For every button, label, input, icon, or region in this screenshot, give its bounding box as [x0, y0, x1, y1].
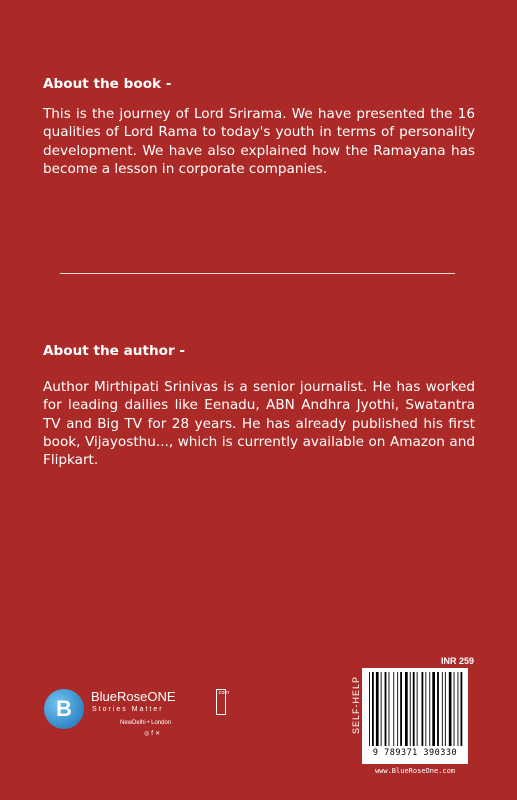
publisher-name: BlueRoseONE: [91, 689, 176, 704]
about-book-paragraph: [43, 105, 475, 178]
barcode-bar: [461, 672, 463, 746]
about-book-heading-text: About the book -: [43, 76, 172, 92]
isbn-number: 9 789371 390330: [372, 748, 458, 758]
barcode-bar: [372, 672, 374, 746]
publisher-cities: NewDelhi • London: [120, 720, 172, 726]
barcode-bar: [422, 672, 424, 746]
about-author-heading: [43, 343, 475, 359]
publisher-website: www.BlueRoseOne.com: [374, 767, 456, 775]
barcode-bar: [410, 672, 411, 746]
barcode-bar: [397, 672, 398, 746]
barcode-bar: [442, 672, 443, 746]
barcode-bar: [425, 672, 426, 746]
barcode-bar: [454, 672, 455, 746]
barcode-bar: [393, 672, 394, 746]
barcode-bar: [400, 672, 402, 746]
barcode-bar: [437, 672, 439, 746]
barcode-bar: [385, 672, 387, 746]
publisher-logo-icon: B: [44, 689, 84, 729]
price-label: INR 259: [441, 656, 475, 666]
barcode-bar: [413, 672, 415, 746]
social-icons: ◎ f ✕: [144, 730, 161, 737]
barcode-bar: [376, 672, 379, 746]
barcode-bar: [381, 672, 382, 746]
publisher-name-suffix: .com: [216, 689, 226, 715]
about-author-paragraph: [43, 378, 475, 469]
barcode-bar: [445, 672, 446, 746]
publisher-tagline: Stories Matter: [92, 706, 164, 713]
barcode-bar: [432, 672, 435, 746]
barcode-bar: [429, 672, 430, 746]
barcode-bar: [389, 672, 390, 746]
about-book-heading: [43, 76, 475, 92]
barcode-bar: [449, 672, 452, 746]
section-divider: [60, 273, 455, 274]
barcode-bar: [458, 672, 459, 746]
barcode-bar: [405, 672, 408, 746]
barcode-bar: [417, 672, 418, 746]
publisher-logo: [44, 685, 234, 745]
barcode: [362, 668, 468, 764]
genre-label: SELF-HELP: [351, 675, 361, 735]
barcode-bar: [369, 672, 370, 746]
about-book-text: This is the journey of Lord Srirama. We have presented the 16 qualities of Lord Rama to today's youth in terms of personality development. We have also explained how the Ramayana has become a lesson in corporate companies.: [43, 106, 475, 177]
barcode-bars: [365, 672, 465, 748]
about-author-text: Author Mirthipati Srinivas is a senior journalist. He has worked for leading dailies like Eenadu, ABN Andhra Jyothi, Swatantra TV and Big TV for 28 years. He has already published his first book, Vijayosthu..., which is currently available on Amazon and Flipkart.: [43, 379, 475, 469]
about-author-heading-text: About the author -: [43, 343, 186, 359]
